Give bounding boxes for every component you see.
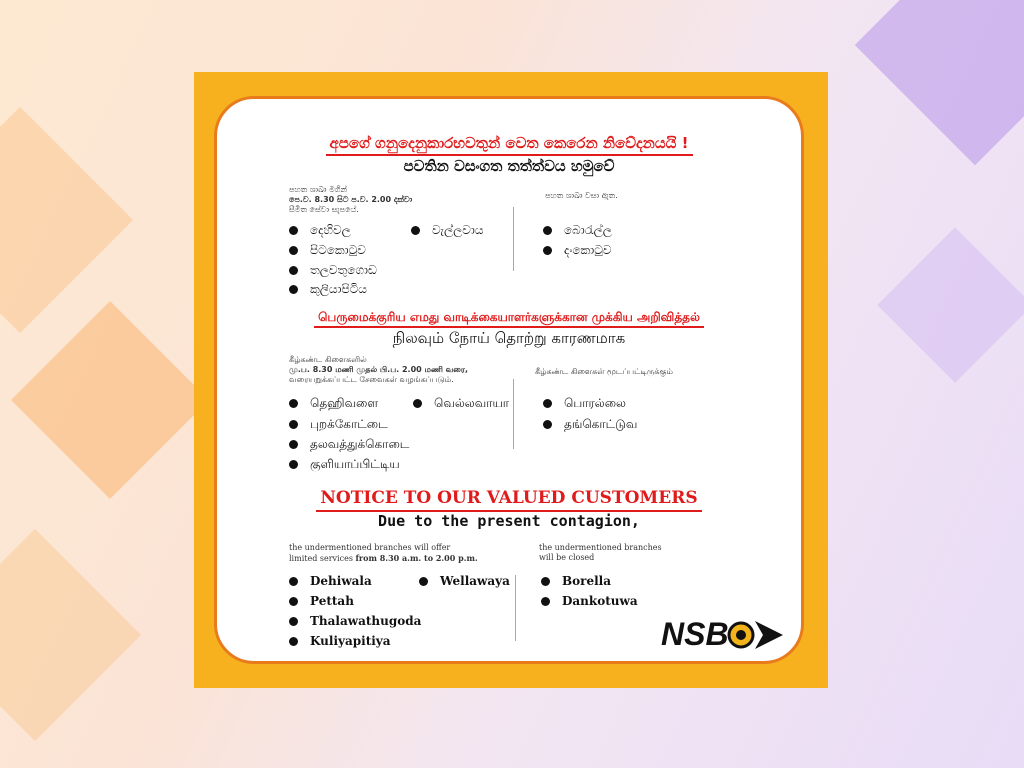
sinhala-subtitle: පවතින වසංගත තත්ත්වය හමුවේ	[403, 157, 615, 175]
english-open-branch: Thalawathugoda	[289, 614, 421, 628]
background-diamond	[0, 107, 133, 333]
english-title: NOTICE TO OUR VALUED CUSTOMERS	[217, 488, 801, 508]
english-open-branch: Dehiwala	[289, 574, 372, 588]
sinhala-open-note: පහත ශාඛා මගින් පෙ.ව. 8.30 සිට ප.ව. 2.00 දක්වා සීමිත සේවා සැපයේ.	[289, 185, 413, 214]
sinhala-open-branch: කුලියාපිටිය	[289, 282, 367, 297]
english-subtitle: Due to the present contagion,	[378, 512, 640, 530]
tamil-open-branch: தலவத்துக்கொடை	[289, 437, 409, 453]
tamil-closed-note: கீழ்கண்ட கிளைகள் மூடப்பட்டிருக்கும்	[535, 367, 673, 376]
english-closed-branch: Dankotuwa	[541, 594, 638, 608]
sinhala-open-branch: වැල්ලවාය	[411, 223, 484, 238]
nsb-logo	[661, 613, 791, 653]
sinhala-title: අපගේ ගනුදෙනුකාරභවතුන් වෙත කෙරෙන නිවේදනයයි !	[217, 133, 801, 152]
background-diamond	[855, 0, 1024, 165]
tamil-title: பெருமைக்குரிய எமது வாடிக்கையாளர்களுக்கான முக்கிய அறிவித்தல்	[217, 306, 801, 326]
english-open-note: the undermentioned branches will offer limited services from 8.30 a.m. to 2.00 p.m.	[289, 543, 478, 563]
english-closed-branch: Borella	[541, 574, 611, 588]
tamil-open-branch: புறக்கோட்டை	[289, 417, 388, 433]
tamil-open-branch: வெல்லவாயா	[413, 396, 509, 412]
background-diamond	[0, 529, 141, 741]
tamil-open-branch: குளியாப்பிட்டிய	[289, 457, 400, 473]
background-diamond	[11, 301, 209, 499]
logo-text: NSB	[661, 616, 729, 652]
english-open-branch: Kuliyapitiya	[289, 634, 391, 648]
tamil-open-note: கீழ்கண்ட கிளைகளில் மு.ப. 8.30 மணி முதல் பி.ப. 2.00 மணி வரை, வரையறுக்கப்பட்ட சேவைகள் வழங்கப்படும்.	[289, 355, 469, 384]
sinhala-closed-branch: බොරැල්ල	[543, 223, 612, 238]
english-open-branch: Pettah	[289, 594, 354, 608]
sinhala-open-branch: තලවතුගොඩ	[289, 263, 377, 278]
tamil-open-branch: தெஹிவளை	[289, 396, 378, 412]
column-divider	[513, 207, 514, 271]
english-closed-note: the undermentioned branches will be closed	[539, 543, 662, 562]
column-divider	[513, 379, 514, 449]
background-diamond	[877, 227, 1024, 383]
tamil-subtitle: நிலவும் நோய் தொற்று காரணமாக	[392, 329, 626, 347]
tamil-closed-branch: பொரல்லை	[543, 396, 626, 412]
english-open-branch: Wellawaya	[419, 574, 510, 588]
sinhala-open-branch: දෙහිවල	[289, 223, 351, 238]
sinhala-closed-branch: දංකොටුව	[543, 243, 612, 258]
tamil-closed-branch: தங்கொட்டுவ	[543, 417, 637, 433]
column-divider	[515, 575, 516, 641]
notice-card	[214, 96, 804, 664]
sinhala-closed-note: පහත ශාඛා වසා ඇත.	[545, 191, 618, 200]
logo-arrow-icon	[755, 621, 783, 649]
sinhala-open-branch: පිටකොටුව	[289, 243, 366, 258]
